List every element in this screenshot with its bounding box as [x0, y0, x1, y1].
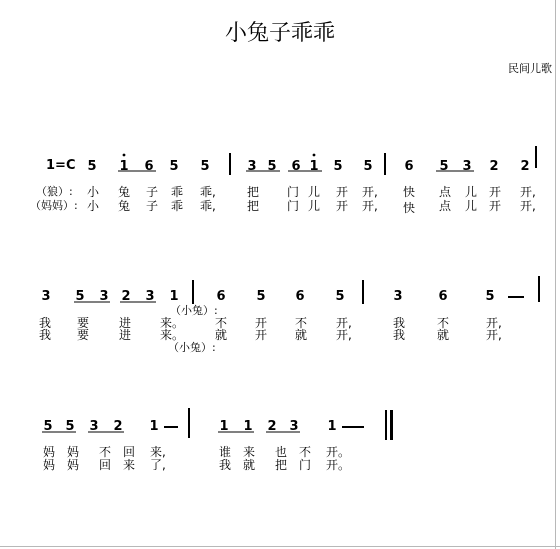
lyric-char: 开,	[486, 316, 502, 330]
note: 5	[169, 159, 179, 174]
barline	[188, 408, 190, 438]
note: 5	[200, 159, 210, 174]
note: 5	[75, 289, 85, 304]
lyric-char: 乖	[170, 185, 183, 199]
lyric-char: 来	[242, 445, 255, 459]
note: 5	[256, 289, 266, 304]
lyric-char: 开	[254, 316, 267, 330]
barline	[192, 280, 194, 304]
lyric-char: 来	[122, 458, 135, 472]
lyric-char: 小	[86, 185, 99, 199]
lyric-char: 不	[298, 445, 311, 459]
dash-sustain	[342, 426, 364, 428]
lyric-char: 乖,	[200, 185, 216, 199]
lyric-char: 点	[438, 185, 451, 199]
note: 5	[65, 419, 75, 434]
lyric-char: 门	[286, 199, 299, 213]
lyric-char: 就	[214, 328, 227, 342]
lyric-char: 妈	[42, 445, 55, 459]
lyric-char: 妈	[42, 458, 55, 472]
lyric-char: 开	[488, 199, 501, 213]
lyric-char: 开	[488, 185, 501, 199]
role-label: （小兔）:	[170, 304, 218, 317]
note: 1	[309, 159, 319, 174]
lyric-char: 不	[214, 316, 227, 330]
lyric-char: 回	[98, 458, 111, 472]
barline	[535, 146, 537, 168]
high-octave-dot	[313, 154, 316, 157]
lyric-char: 开,	[486, 328, 502, 342]
lyric-char: 儿	[307, 185, 320, 199]
lyric-char: 开,	[336, 316, 352, 330]
lyric-char: 儿	[307, 199, 320, 213]
note: 6	[438, 289, 448, 304]
lyric-char: 开	[254, 328, 267, 342]
lyric-char: 快	[402, 185, 415, 199]
note: 1	[243, 419, 253, 434]
note: 1	[327, 419, 337, 434]
lyric-char: 不	[98, 445, 111, 459]
dash-sustain	[164, 426, 178, 428]
lyric-char: 我	[38, 316, 51, 330]
note: 2	[121, 289, 131, 304]
note: 5	[333, 159, 343, 174]
lyric-char: 开	[335, 185, 348, 199]
lyric-char: 我	[38, 328, 51, 342]
lyric-char: 子	[145, 199, 158, 213]
key-signature: 1=C	[46, 158, 76, 173]
lyric-char: 小	[86, 199, 99, 213]
lyric-char: 开	[335, 199, 348, 213]
role-label: （妈妈）:	[30, 199, 78, 212]
lyric-char: 了,	[150, 458, 166, 472]
lyric-char: 开。	[326, 458, 351, 472]
note: 3	[247, 159, 257, 174]
lyric-char: 谁	[218, 445, 231, 459]
note: 5	[43, 419, 53, 434]
lyric-char: 兔	[117, 185, 130, 199]
lyric-char: 就	[294, 328, 307, 342]
lyric-char: 开,	[336, 328, 352, 342]
lyric-char: 妈	[66, 445, 79, 459]
lyric-char: 开,	[520, 185, 536, 199]
note: 5	[363, 159, 373, 174]
lyric-char: 就	[436, 328, 449, 342]
note: 3	[145, 289, 155, 304]
lyric-char: 妈	[66, 458, 79, 472]
song-title: 小兔子乖乖	[224, 21, 335, 46]
note: 2	[267, 419, 277, 434]
lyric-char: 把	[246, 199, 259, 213]
note: 5	[439, 159, 449, 174]
song-attribution: 民间儿歌	[508, 62, 552, 75]
lyric-char: 来,	[150, 445, 166, 459]
barline	[538, 276, 540, 302]
lyric-char: 开,	[520, 199, 536, 213]
note: 1	[149, 419, 159, 434]
barline	[229, 153, 231, 175]
note: 3	[99, 289, 109, 304]
lyric-char: 乖	[170, 199, 183, 213]
note: 1	[169, 289, 179, 304]
high-octave-dot	[123, 154, 126, 157]
lyric-char: 我	[218, 458, 231, 472]
lyric-char: 回	[122, 445, 135, 459]
lyric-char: 乖,	[200, 199, 216, 213]
note: 3	[289, 419, 299, 434]
barline	[384, 153, 386, 175]
lyric-char: 门	[286, 185, 299, 199]
note: 6	[404, 159, 414, 174]
lyric-char: 不	[294, 316, 307, 330]
lyric-char: 点	[438, 199, 451, 213]
lyric-char: 就	[242, 458, 255, 472]
lyric-char: 进	[118, 316, 131, 330]
note: 3	[41, 289, 51, 304]
lyric-char: 儿	[464, 199, 477, 213]
note: 5	[335, 289, 345, 304]
lyric-char: 快	[402, 201, 415, 215]
lyric-char: 开,	[362, 199, 378, 213]
note: 6	[295, 289, 305, 304]
lyric-char: 儿	[464, 185, 477, 199]
note: 5	[267, 159, 277, 174]
final-barline	[385, 410, 387, 440]
lyric-char: 子	[145, 185, 158, 199]
note: 1	[119, 159, 129, 174]
role-label: （狼）:	[36, 185, 73, 198]
lyric-char: 来。	[160, 316, 185, 330]
note: 2	[489, 159, 499, 174]
dash-sustain	[508, 296, 524, 298]
note: 2	[520, 159, 530, 174]
lyric-char: 来。	[160, 328, 185, 342]
note: 1	[219, 419, 229, 434]
lyric-char: 也	[274, 445, 287, 459]
note: 5	[87, 159, 97, 174]
note: 6	[216, 289, 226, 304]
lyric-char: 开,	[362, 185, 378, 199]
role-label: （小兔）:	[168, 341, 216, 354]
lyric-char: 不	[436, 316, 449, 330]
note: 5	[485, 289, 495, 304]
note: 2	[113, 419, 123, 434]
lyric-char: 要	[76, 316, 89, 330]
lyric-char: 开。	[326, 445, 351, 459]
lyric-char: 要	[76, 328, 89, 342]
lyric-char: 进	[118, 328, 131, 342]
lyric-char: 门	[298, 458, 311, 472]
lyric-char: 我	[392, 328, 405, 342]
lyric-char: 把	[274, 458, 287, 472]
barline	[362, 280, 364, 304]
final-barline	[390, 410, 393, 440]
note: 6	[144, 159, 154, 174]
note: 3	[393, 289, 403, 304]
lyric-char: 把	[246, 185, 259, 199]
lyric-char: 我	[392, 316, 405, 330]
note: 6	[291, 159, 301, 174]
note: 3	[89, 419, 99, 434]
lyric-char: 兔	[117, 199, 130, 213]
note: 3	[462, 159, 472, 174]
